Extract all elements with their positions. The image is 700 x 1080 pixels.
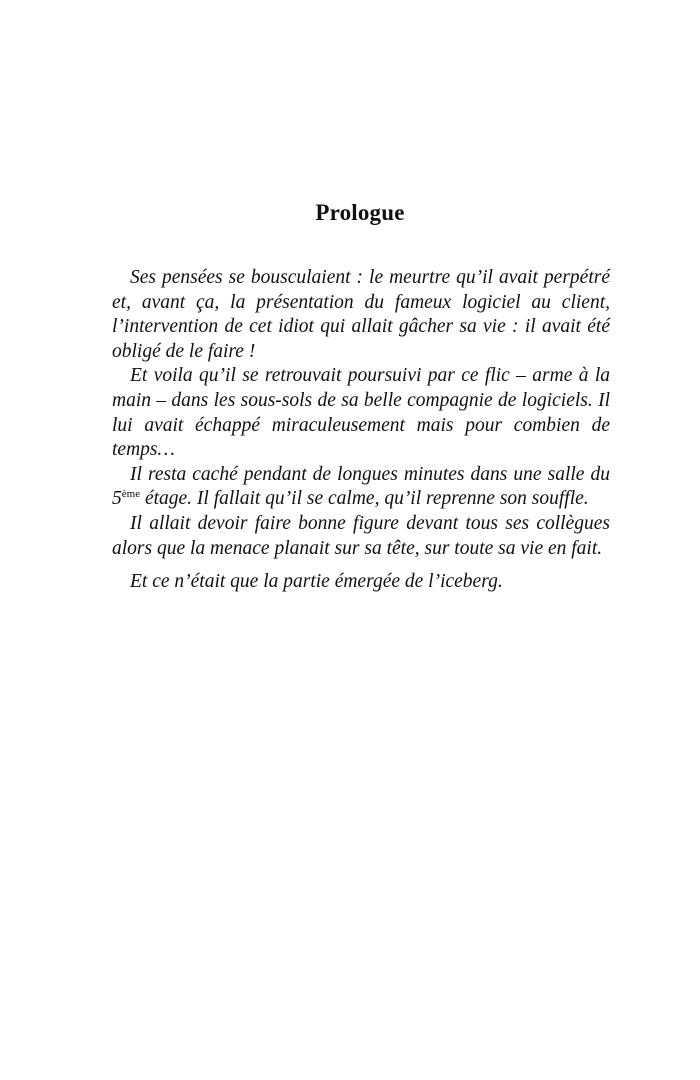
closing-paragraph: Et ce n’était que la partie émergée de l’iceberg. xyxy=(130,571,503,593)
paragraph xyxy=(112,463,610,512)
chapter-title: Prologue xyxy=(315,200,405,225)
paragraph-text: Il resta caché pendant de longues minutes dans une salle du 5 xyxy=(112,463,610,510)
paragraph: Et voila qu’il se retrouvait poursuivi par ce flic – arme à la main – dans les sous-sols de sa belle compagnie de logiciels. Il lui avait échappé miraculeusement mais pour combien de temps… xyxy=(112,365,610,461)
paragraph: Il allait devoir faire bonne figure devant tous ses collègues alors que la menace planait sur sa tête, sur toute sa vie en fait. xyxy=(112,512,610,559)
ordinal-suffix: ème xyxy=(121,488,141,501)
paragraph: Ses pensées se bousculaient : le meurtre qu’il avait perpétré et, avant ça, la présentation du fameux logiciel au client, l’intervention de cet idiot qui allait gâcher sa vie : il avait été obligé de le faire ! xyxy=(112,267,610,362)
paragraph-text: étage. Il fallait qu’il se calme, qu’il reprenne son souffle. xyxy=(140,488,589,510)
prologue-text xyxy=(112,266,610,595)
